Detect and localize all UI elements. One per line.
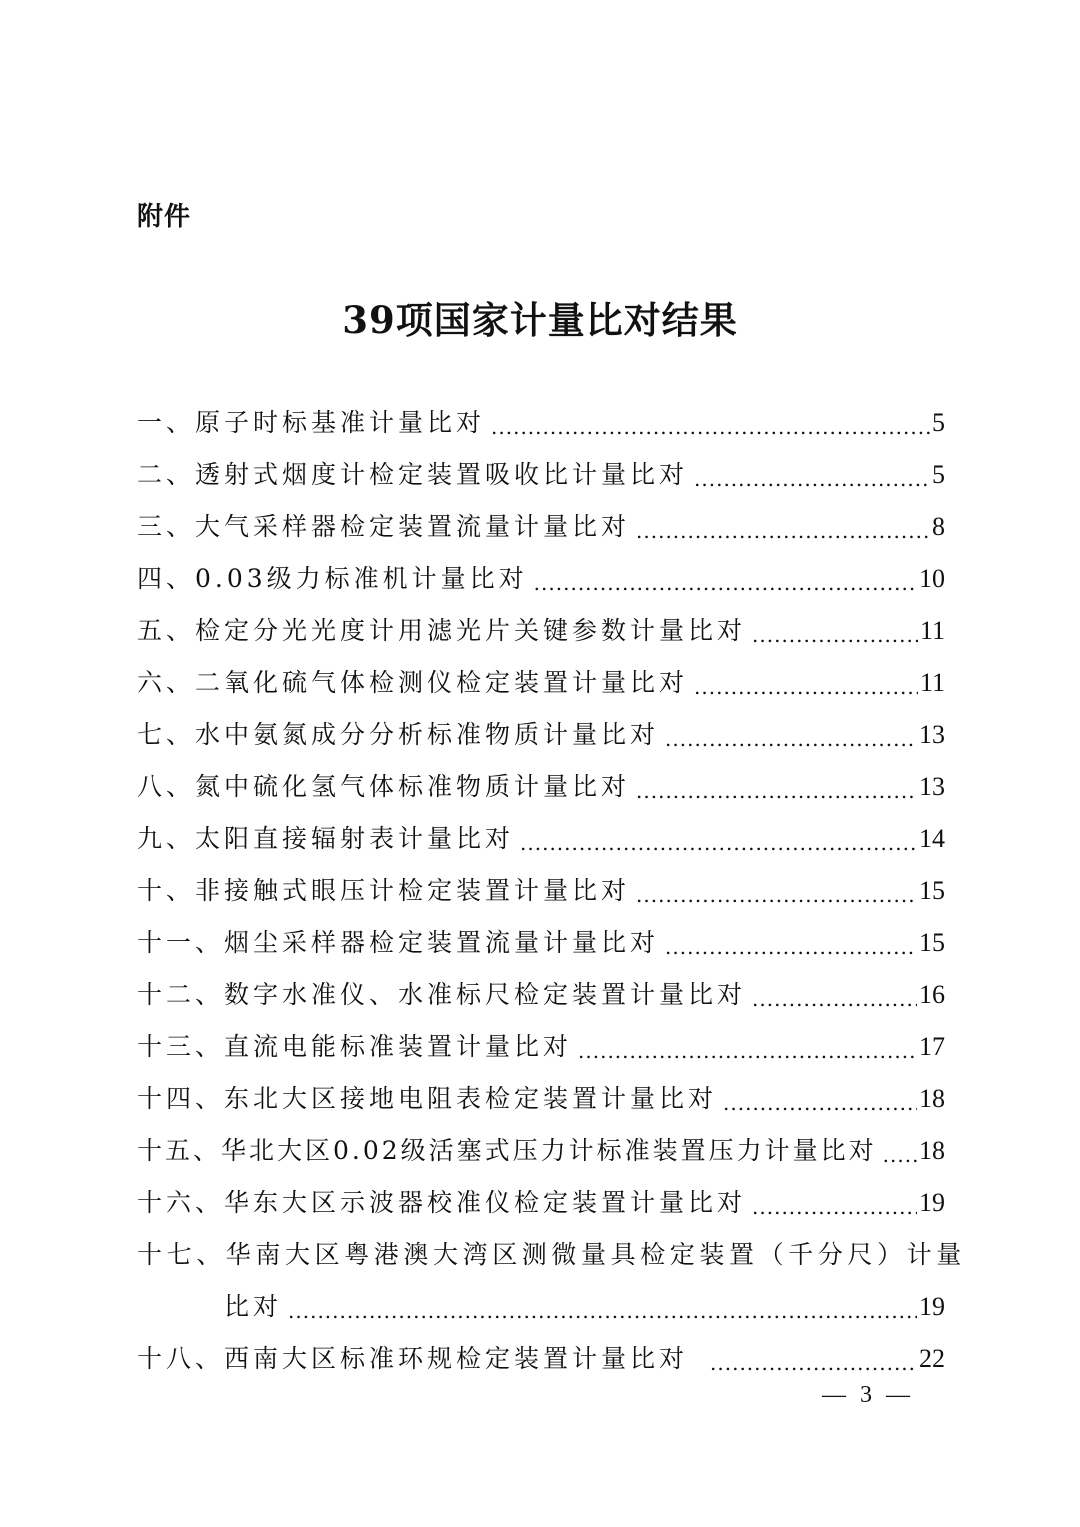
- toc-entry-page: 18: [919, 1136, 945, 1165]
- toc-entry-page: 11: [919, 668, 945, 697]
- toc-entry-label: 十七、华南大区粤港澳大湾区测微量具检定装置（千分尺）计量: [137, 1240, 966, 1269]
- toc-entry: [137, 397, 945, 449]
- toc-entry-label: 五、检定分光光度计用滤光片关键参数计量比对: [137, 616, 747, 645]
- page-title: 39项国家计量比对结果: [342, 298, 738, 342]
- leader-dots: [636, 873, 917, 917]
- toc-entry-label: 七、水中氨氮成分分析标准物质计量比对: [137, 720, 660, 749]
- toc-entry: [137, 1177, 945, 1229]
- leader-dots: [288, 1289, 917, 1333]
- toc-entry-page: 18: [919, 1084, 945, 1113]
- leader-dots: [694, 665, 918, 709]
- toc-entry-continuation: [137, 1281, 945, 1333]
- leader-dots: [665, 717, 917, 761]
- toc-entry-label: 十二、数字水准仪、水准标尺检定装置计量比对: [137, 980, 747, 1009]
- toc-entry: [137, 709, 945, 761]
- toc-entry-label: 八、氮中硫化氢气体标准物质计量比对: [137, 772, 631, 801]
- toc-entry-page: 16: [919, 980, 945, 1009]
- toc-entry: [137, 1229, 966, 1281]
- leader-dots: [491, 405, 930, 449]
- table-of-contents: [137, 397, 966, 1385]
- toc-entry-page: 8: [932, 512, 945, 541]
- toc-entry: [137, 917, 945, 969]
- toc-entry: [137, 865, 945, 917]
- toc-entry: [137, 1021, 945, 1073]
- toc-entry-label: 十五、华北大区0.02级活塞式压力计标准装置压力计量比对: [137, 1136, 877, 1165]
- leader-dots: [636, 769, 917, 813]
- toc-entry-label: 三、大气采样器检定装置流量计量比对: [137, 512, 631, 541]
- toc-entry-label: 十一、烟尘采样器检定装置流量计量比对: [137, 928, 660, 957]
- toc-entry-page: 15: [919, 928, 945, 957]
- toc-entry-page: 17: [919, 1032, 945, 1061]
- toc-entry-page: 19: [919, 1188, 945, 1217]
- toc-entry: [137, 605, 945, 657]
- toc-entry-label: 十四、东北大区接地电阻表检定装置计量比对: [137, 1084, 718, 1113]
- toc-entry-label-continuation: 比对: [224, 1292, 283, 1321]
- toc-entry-page: 10: [919, 564, 945, 593]
- toc-entry-label: 九、太阳直接辐射表计量比对: [137, 824, 515, 853]
- toc-entry-page: 5: [932, 460, 945, 489]
- leader-dots: [752, 977, 917, 1021]
- toc-entry-label: 十八、西南大区标准环规检定装置计量比对: [137, 1344, 689, 1373]
- page-number: — 3 —: [822, 1382, 914, 1408]
- toc-entry-page: 11: [919, 616, 945, 645]
- toc-entry-page: 19: [919, 1292, 945, 1321]
- toc-entry-page: 13: [919, 772, 945, 801]
- leader-dots: [710, 1341, 917, 1385]
- toc-entry: [137, 813, 945, 865]
- leader-dots: [665, 925, 917, 969]
- toc-entry-label: 十、非接触式眼压计检定装置计量比对: [137, 876, 631, 905]
- toc-entry: [137, 501, 945, 553]
- leader-dots: [752, 613, 918, 657]
- toc-entry-label: 二、透射式烟度计检定装置吸收比计量比对: [137, 460, 689, 489]
- leader-dots: [578, 1029, 917, 1073]
- leader-dots: [752, 1185, 917, 1229]
- toc-entry-label: 四、0.03级力标准机计量比对: [137, 564, 528, 593]
- toc-entry-label: 十三、直流电能标准装置计量比对: [137, 1032, 573, 1061]
- attachment-label: 附件: [137, 202, 192, 232]
- toc-entry-page: 22: [919, 1344, 945, 1373]
- toc-entry-page: 13: [919, 720, 945, 749]
- toc-entry-label: 一、原子时标基准计量比对: [137, 408, 486, 437]
- toc-entry-page: 14: [919, 824, 945, 853]
- leader-dots: [520, 821, 917, 865]
- toc-entry: [137, 657, 945, 709]
- leader-dots: [534, 561, 917, 605]
- leader-dots: [636, 509, 930, 553]
- toc-entry: [137, 761, 945, 813]
- toc-entry: [137, 969, 945, 1021]
- toc-entry-label: 十六、华东大区示波器校准仪检定装置计量比对: [137, 1188, 747, 1217]
- toc-entry: [137, 1125, 945, 1177]
- toc-entry: [137, 1333, 945, 1385]
- leader-dots: [723, 1081, 917, 1125]
- toc-entry-label: 六、二氧化硫气体检测仪检定装置计量比对: [137, 668, 689, 697]
- toc-entry-page: 15: [919, 876, 945, 905]
- toc-entry: [137, 553, 945, 605]
- toc-entry: [137, 1073, 945, 1125]
- toc-entry: [137, 449, 945, 501]
- leader-dots: [883, 1133, 917, 1177]
- leader-dots: [694, 457, 930, 501]
- toc-entry-page: 5: [932, 408, 945, 437]
